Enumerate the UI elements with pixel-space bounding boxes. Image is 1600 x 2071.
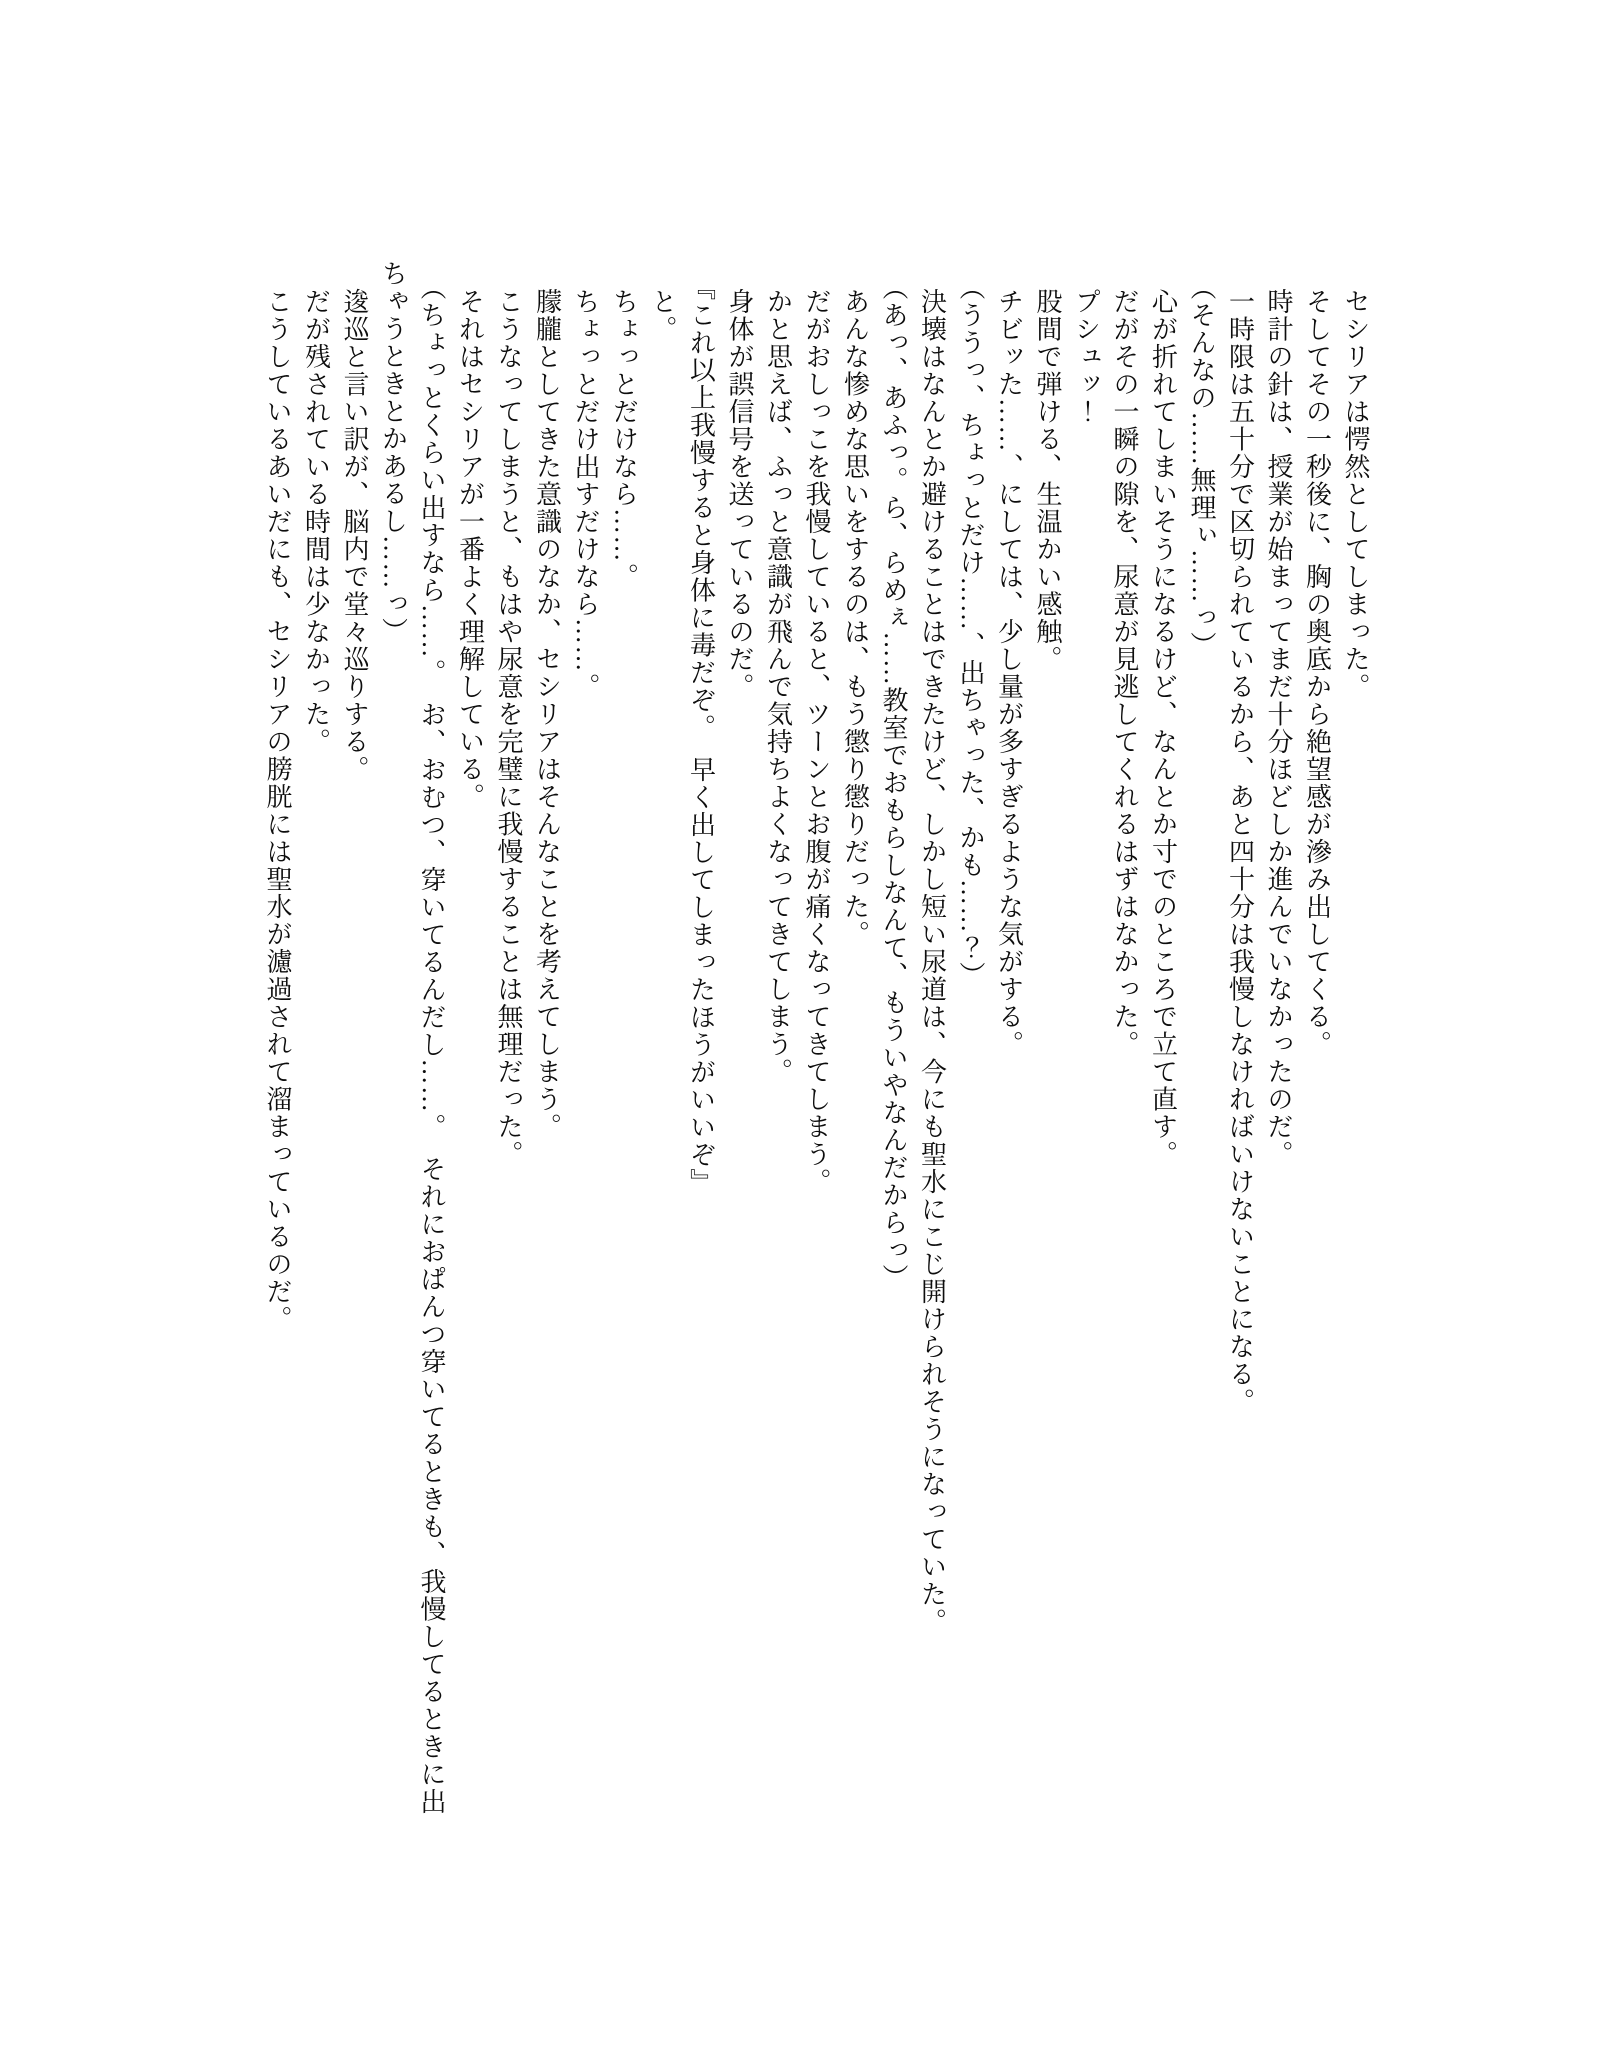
paragraph: 時計の針は、授業が始まってまだ十分ほどしか進んでいなかったのだ。 bbox=[1264, 288, 1293, 1169]
paragraph: だがおしっこを我慢していると、ツーンとお腹が痛くなってきてしまう。 bbox=[802, 288, 831, 1196]
paragraph: それはセシリアが一番よく理解している。 bbox=[455, 288, 485, 811]
paragraph: 逡巡と言い訳が、脳内で堂々巡りする。 bbox=[340, 288, 369, 784]
paragraph: こうしているあいだにも、セシリアの膀胱には聖水が濾過されて溜まっているのだ。 bbox=[263, 288, 292, 1334]
paragraph: 一時限は五十分で区切られているから、あと四十分は我慢しなければいけないことになる。 bbox=[1225, 288, 1255, 1416]
paragraph: かと思えば、ふっと意識が飛んで気持ちよくなってきてしまう。 bbox=[763, 288, 793, 1086]
paragraph: ちょっとだけ出すだけなら……。 bbox=[571, 288, 600, 701]
paragraph: だがその一瞬の隙を、尿意が見逃してくれるはずはなかった。 bbox=[1110, 288, 1139, 1059]
paragraph: あんな惨めな思いをするのは、もう懲り懲りだった。 bbox=[840, 288, 870, 949]
paragraph: チビッた……、にしては、少し量が多すぎるような気がする。 bbox=[994, 288, 1024, 1059]
paragraph: （そんなの……無理ぃ……っ） bbox=[1187, 274, 1216, 660]
paragraph: 股間で弾ける、生温かい感触。 bbox=[1033, 288, 1062, 674]
paragraph: （ちょっとくらい出すなら……。 お、おむつ、穿いてるんだし……。 それにおぱんつ穿いてるときも、我慢してるときに出ちゃうときとかあるし……っ） bbox=[378, 260, 446, 1816]
paragraph: プシュッ！ bbox=[1071, 288, 1101, 426]
paragraph: こうなってしまうと、もはや尿意を完璧に我慢することは無理だった。 bbox=[494, 288, 523, 1169]
paragraph: 『これ以上我慢すると身体に毒だぞ。 早く出してしまったほうがいいぞ』 bbox=[686, 274, 716, 1197]
paragraph: （あっ、あふっ。ら、らめぇ……教室でおもらしなんて、もういやなんだからっ） bbox=[879, 274, 908, 1292]
paragraph: だが残されている時間は少なかった。 bbox=[301, 288, 331, 756]
paragraph: と。 bbox=[648, 288, 677, 344]
paragraph: （ううっ、ちょっとだけ……、出ちゃった、かも……？） bbox=[956, 274, 985, 990]
paragraph: 朦朧としてきた意識のなか、セシリアはそんなことを考えてしまう。 bbox=[532, 288, 562, 1141]
paragraph: 心が折れてしまいそうになるけど、なんとか寸でのところで立て直す。 bbox=[1148, 288, 1178, 1169]
vertical-text-block bbox=[234, 260, 1374, 1840]
paragraph: 身体が誤信号を送っているのだ。 bbox=[725, 288, 754, 701]
paragraph: セシリアは愕然としてしまった。 bbox=[1341, 288, 1370, 701]
paragraph: ちょっとだけなら……。 bbox=[609, 288, 639, 591]
paragraph: そしてその一秒後に、胸の奥底から絶望感が滲み出してくる。 bbox=[1302, 288, 1332, 1059]
paragraph: 決壊はなんとか避けることはできたけど、しかし短い尿道は、今にも聖水にこじ開けられそうになっていた。 bbox=[917, 288, 947, 1636]
